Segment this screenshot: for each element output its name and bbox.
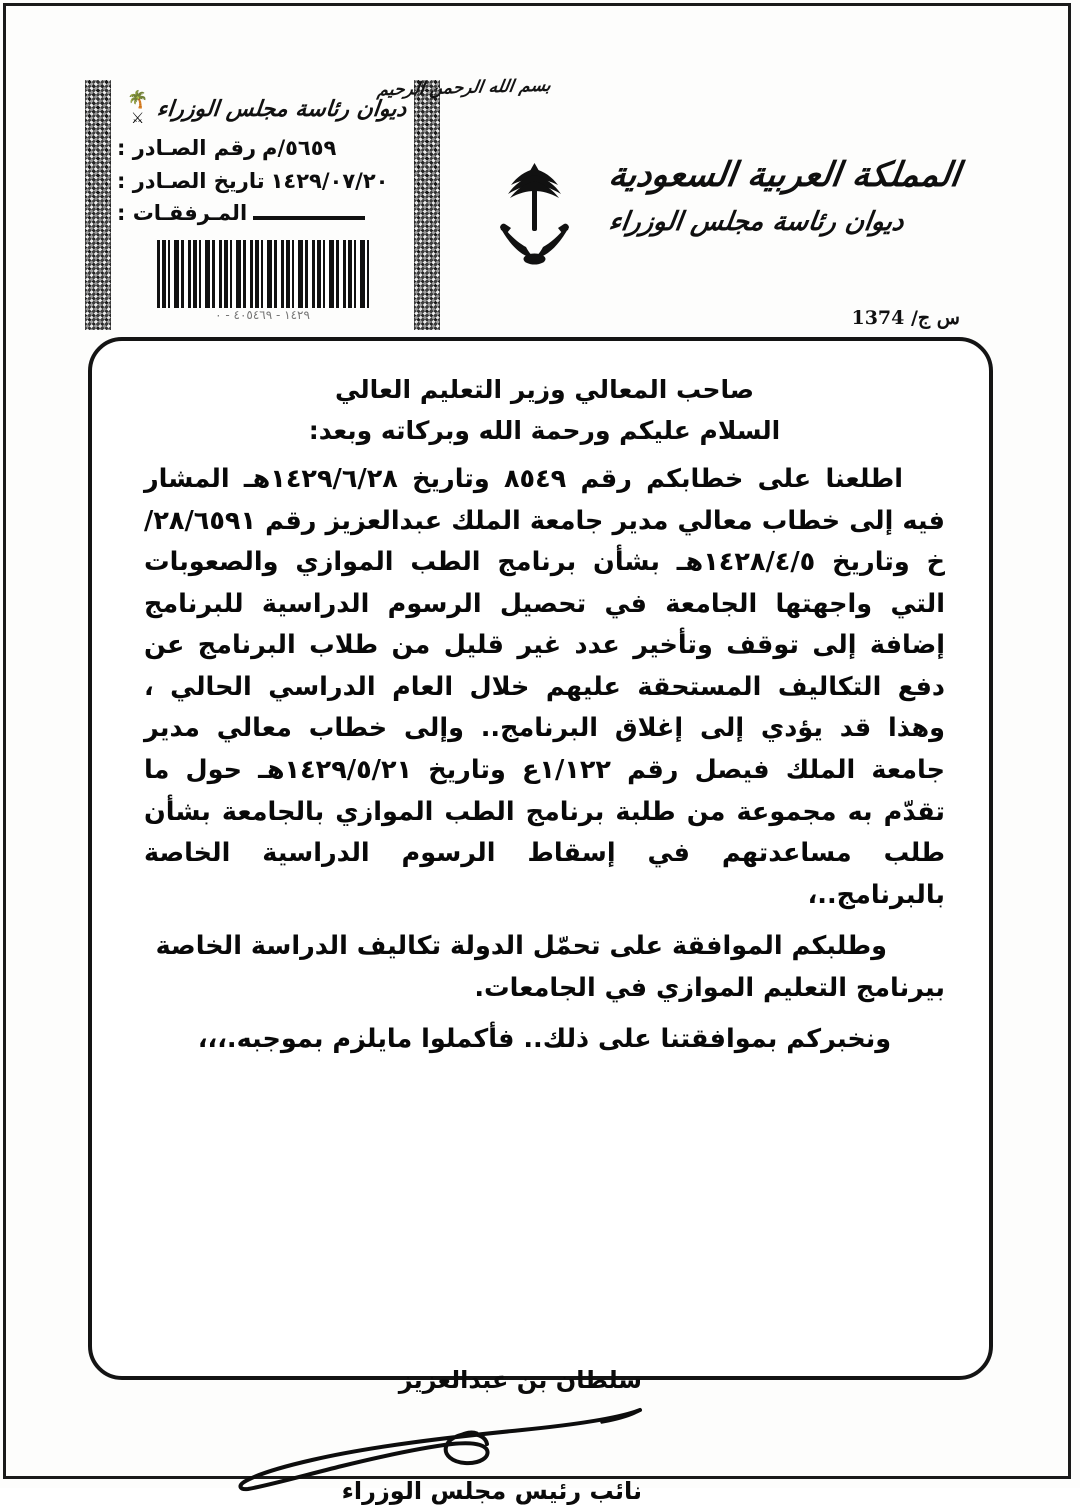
basmala-text: بسم الله الرحمن الرحيم [375,75,552,101]
attachments-label: المـرفقـات : [117,201,248,226]
letter-body-box [88,337,993,1505]
issue-date-value: ١٤٢٩/٠٧/٢٠ [270,168,389,193]
issue-number-value: ٥٦٥٩/م [262,136,337,160]
palm-tree-icon: 🌴 [126,90,149,110]
stamp-fields [117,132,408,230]
stamp-title-row [127,92,406,126]
stamp-field-issue-number [117,132,408,165]
registration-stamp-box [85,80,440,330]
issue-number-label: رقم الصـادر : [117,136,257,160]
barcode [157,240,369,308]
interlace-knot-border-right [414,80,440,330]
interlace-knot-border-left [85,80,111,330]
reference-code: س ج/ 1374 [851,307,960,329]
letter-content [92,341,997,1071]
letter-paragraph-3: ونخبركم بموافقتنا على ذلك.. فأكملوا مايلزم بموجبه.،،، [197,1024,892,1055]
letterhead-header [0,60,1080,345]
signatory-name: سلطان بن عبدالعزيز [398,1366,642,1394]
letter-paragraph-2: وطلبكم الموافقة على تحمّل الدولة تكاليف الدراسة الخاصة بيرنامج التعليم الموازي في الجامعات. [155,931,945,1003]
stamp-field-issue-date [117,165,408,198]
greeting-line: السلام عليكم ورحمة الله وبركاته وبعد: [308,416,781,445]
issue-date-label: تاريخ الصـادر : [117,168,265,193]
kingdom-name: المملكة العربية السعودية [606,155,963,195]
crossed-swords-icon: ⚔ [130,109,145,127]
addressee-line: صاحب المعالي وزير التعليم العالي [334,375,755,404]
kingdom-titles [606,155,963,329]
signatory-title: نائب رئيس مجلس الوزراء [341,1477,642,1505]
saudi-national-emblem-icon [495,155,575,275]
mini-emblem-icon [127,92,149,126]
attachments-blank-rule [253,216,365,220]
stamp-title-text: ديوان رئاسة مجلس الوزراء [155,96,408,122]
barcode-digits: ١٤٢٩ - ٤٠٥٤٦٩ - ٠ [215,308,310,322]
council-bureau-name: ديوان رئاسة مجلس الوزراء [606,207,906,237]
letter-paragraph-1: اطلعنا على خطابكم رقم ٨٥٤٩ وتاريخ ١٤٢٩/٦/٢٨هـ المشار فيه إلى خطاب معالي مدير جامعة الملك عبدالعزيز رقم ٢٨/٦٥٩١/خ وتاريخ ١٤٢٨/٤/٥هـ بشأن برنامج الطب الموازي والصعوبات التي واجهتها الجامعة في تحصيل الرسوم الدراسية للبرنامج إضافة إلى توقف وتأخير عدد غير قليل من طلاب البرنامج عن دفع التكاليف المستحقة عليهم خلال العام الدراسي الحالي ، وهذا قد يؤدي إلى إغلاق البرنامج.. وإلى خطاب معالي مدير جامعة الملك فيصل رقم ١/١٢٢ع وتاريخ ١٤٢٩/٥/٢١هـ حول ما تقدّم به مجموعة من طلبة برنامج الطب الموازي بالجامعة بشأن طلب مساعدتهم في إسقاط الرسوم الدراسية الخاصة بالبرنامج..، [144,464,945,910]
signature-block [222,1366,652,1511]
stamp-field-attachments [117,197,408,230]
